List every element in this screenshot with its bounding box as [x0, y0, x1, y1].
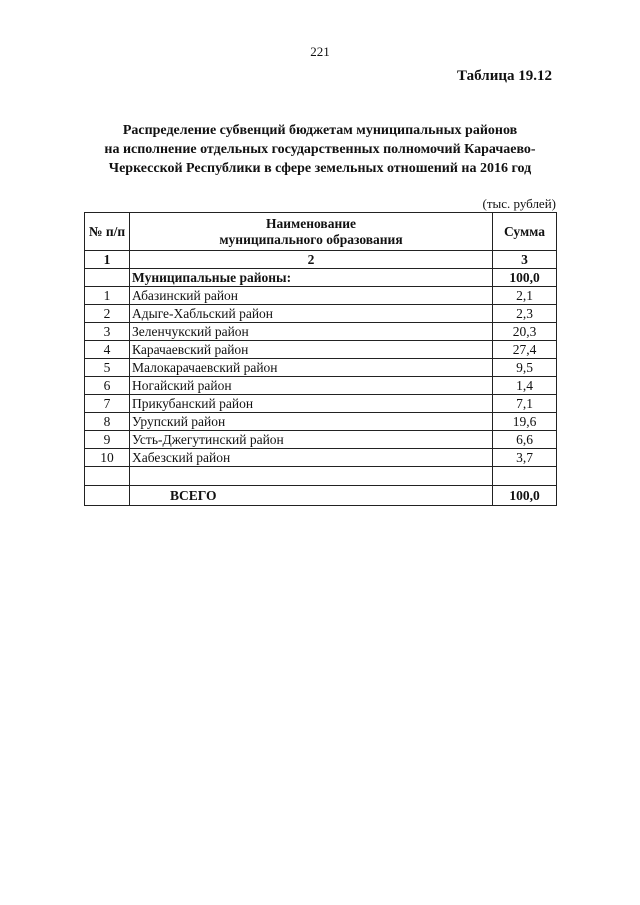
district-sum: 7,1 [493, 395, 557, 413]
district-name: Ногайский район [130, 377, 493, 395]
empty-cell [130, 467, 493, 486]
district-name: Прикубанский район [130, 395, 493, 413]
table-row [85, 341, 557, 359]
header-name-line1: Наименование [266, 215, 356, 231]
district-sum: 2,3 [493, 305, 557, 323]
district-name: Абазинский район [130, 287, 493, 305]
district-name: Малокарачаевский район [130, 359, 493, 377]
header-sum: Сумма [493, 213, 557, 251]
total-label: ВСЕГО [130, 486, 493, 506]
table-row [85, 287, 557, 305]
header-name-line2: муниципального образования [219, 231, 403, 247]
district-sum: 2,1 [493, 287, 557, 305]
table-row [85, 359, 557, 377]
group-number-cell [85, 269, 130, 287]
page-number: 221 [310, 44, 330, 59]
title-line: Черкесской Республики в сфере земельных отношений на 2016 год [108, 161, 532, 176]
row-number: 4 [85, 341, 130, 359]
district-name: Карачаевский район [130, 341, 493, 359]
district-sum: 1,4 [493, 377, 557, 395]
header-row [85, 213, 557, 251]
row-number: 6 [85, 377, 130, 395]
row-number: 8 [85, 413, 130, 431]
total-number-cell [85, 486, 130, 506]
district-sum: 6,6 [493, 431, 557, 449]
total-row [85, 486, 557, 506]
district-name: Урупский район [130, 413, 493, 431]
district-name: Хабезский район [130, 449, 493, 467]
table-row [85, 395, 557, 413]
group-sum: 100,0 [493, 269, 557, 287]
row-number: 10 [85, 449, 130, 467]
group-name: Муниципальные районы: [130, 269, 493, 287]
empty-cell [85, 467, 130, 486]
district-sum: 9,5 [493, 359, 557, 377]
district-name: Усть-Джегутинский район [130, 431, 493, 449]
subvention-table [84, 212, 557, 506]
district-sum: 27,4 [493, 341, 557, 359]
header-name [130, 213, 493, 251]
group-row [85, 269, 557, 287]
table-label: Таблица 19.12 [457, 68, 552, 84]
table-row [85, 431, 557, 449]
header-number: № п/п [85, 213, 130, 251]
row-number: 9 [85, 431, 130, 449]
row-number: 1 [85, 287, 130, 305]
table-row [85, 449, 557, 467]
row-number: 2 [85, 305, 130, 323]
total-sum: 100,0 [493, 486, 557, 506]
row-number: 7 [85, 395, 130, 413]
table-row [85, 305, 557, 323]
column-number-row [85, 251, 557, 269]
district-name: Адыге-Хабльский район [130, 305, 493, 323]
title-line: на исполнение отдельных государственных полномочий Карачаево- [104, 142, 536, 157]
title-line: Распределение субвенций бюджетам муниципальных районов [122, 123, 518, 138]
column-number: 3 [493, 251, 557, 269]
data-rows [85, 287, 557, 467]
row-number: 5 [85, 359, 130, 377]
district-sum: 19,6 [493, 413, 557, 431]
table-row [85, 323, 557, 341]
document-title [80, 121, 560, 178]
column-number: 2 [130, 251, 493, 269]
table-row [85, 413, 557, 431]
table-row [85, 377, 557, 395]
district-name: Зеленчукский район [130, 323, 493, 341]
empty-row [85, 467, 557, 486]
row-number: 3 [85, 323, 130, 341]
empty-cell [493, 467, 557, 486]
district-sum: 3,7 [493, 449, 557, 467]
units-note: (тыс. рублей) [482, 196, 556, 211]
column-number: 1 [85, 251, 130, 269]
district-sum: 20,3 [493, 323, 557, 341]
